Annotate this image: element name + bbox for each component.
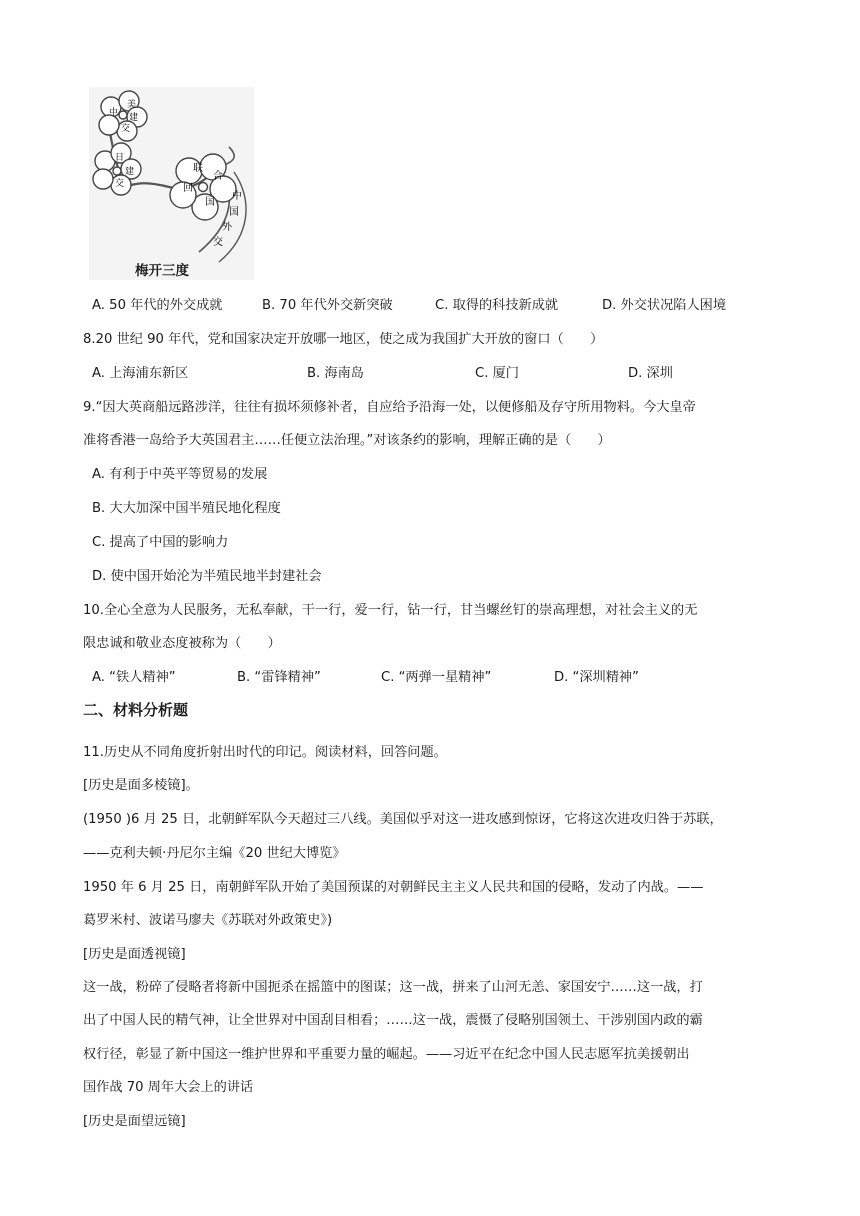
branch-char-3: 交: [213, 237, 223, 248]
q8-option-a[interactable]: A. 上海浦东新区: [92, 366, 189, 381]
q7-option-c[interactable]: C. 取得的科技新成就: [435, 298, 559, 313]
section-title: 二、材料分析题: [83, 701, 189, 719]
q7-option-a[interactable]: A. 50 年代的外交成就: [92, 298, 223, 313]
q9-option-a[interactable]: A. 有利于中英平等贸易的发展: [92, 467, 268, 482]
q9-option-d[interactable]: D. 使中国开始沦为半殖民地半封建社会: [92, 569, 322, 584]
q8-stem: 8.20 世纪 90 年代，党和国家决定开放哪一地区，使之成为我国扩大开放的窗口（ ）: [83, 332, 604, 347]
q8-option-b[interactable]: B. 海南岛: [307, 366, 364, 381]
q11-material3-line2: 出了中国人民的精气神，让全世界对中国刮目相看；……这一战，震慑了侵略别国领土、干涉别国内政的霸: [83, 1013, 703, 1028]
flower3-char-2: 国: [205, 197, 215, 208]
q10-option-d[interactable]: D. “深圳精神”: [554, 670, 639, 685]
flower2-char-1: 建: [125, 167, 135, 177]
flower3-char-0: 联: [193, 163, 203, 174]
figure-caption: 梅开三度: [135, 263, 189, 279]
q9-stem-line1: 9.“因大英商船远路涉洋，往往有损坏须修补者，自应给予沿海一处，以便修船及存守所用物料。今大皇帝: [83, 400, 696, 415]
q11-material1-line2: ——克利夫顿·丹尼尔主编《20 世纪大博览》: [83, 846, 346, 861]
q11-material2-line1: 1950 年 6 月 25 日，南朝鲜军队开始了美国预谋的对朝鲜民主主义人民共和国的侵略，发动了内战。——: [83, 880, 704, 895]
flower3-char-1: 合: [213, 171, 223, 182]
plum-blossom-illustration: [89, 87, 254, 280]
flower1-char-0: 中: [109, 108, 119, 118]
q10-option-c[interactable]: C. “两弹一星精神”: [381, 670, 492, 685]
flower1-char-2: 建: [129, 113, 139, 123]
q8-option-d[interactable]: D. 深圳: [628, 366, 673, 381]
q11-sub-heading-1: [历史是面多棱镜]。: [83, 778, 199, 793]
q11-material1-line1: (1950 )6 月 25 日，北朝鲜军队今天超过三八线。美国似乎对这一进攻感到惊讶，它将这次进攻归咎于苏联，: [83, 812, 723, 827]
branch-char-2: 外: [222, 222, 232, 233]
q11-material3-line3: 权行径，彰显了新中国这一维护世界和平重要力量的崛起。——习近平在纪念中国人民志愿军抗美援朝出: [83, 1047, 690, 1062]
q11-sub-heading-3: [历史是面望远镜]: [83, 1114, 186, 1129]
q9-option-b[interactable]: B. 大大加深中国半殖民地化程度: [92, 501, 281, 516]
q11-sub-heading-2: [历史是面透视镜]: [83, 947, 186, 962]
q11-material2-line2: 葛罗米村、波诺马廖夫《苏联对外政策史》): [83, 913, 333, 928]
flower3-char-3: 回: [183, 183, 193, 194]
q7-option-d[interactable]: D. 外交状况陷人困境: [602, 298, 727, 313]
q8-option-c[interactable]: C. 厦门: [475, 366, 519, 381]
q10-stem-line1: 10.全心全意为人民服务，无私奉献，干一行，爱一行，钻一行，甘当螺丝钉的崇高理想，对社会主义的无: [83, 603, 698, 618]
q11-material3-line1: 这一战，粉碎了侵略者将新中国扼杀在摇篮中的图谋；这一战，拼来了山河无恙、家国安宁……这一战，打: [83, 980, 703, 995]
q11-material3-line4: 国作战 70 周年大会上的讲话: [83, 1080, 254, 1095]
q10-option-b[interactable]: B. “雷锋精神”: [237, 670, 321, 685]
q9-option-c[interactable]: C. 提高了中国的影响力: [92, 535, 229, 550]
plum-blossom-figure: [89, 87, 254, 280]
flower2-char-0: 日: [115, 153, 125, 163]
q10-stem-line2: 限忠诚和敬业态度被称为（ ）: [83, 636, 281, 651]
q9-stem-line2: 准将香港一岛给予大英国君主……任便立法治理。”对该条约的影响，理解正确的是（ ）: [83, 433, 611, 448]
flower1-char-3: 交: [121, 124, 131, 134]
flower1-char-1: 美: [127, 100, 137, 110]
q10-option-a[interactable]: A. “铁人精神”: [92, 670, 176, 685]
branch-char-1: 国: [229, 207, 239, 218]
q11-stem: 11.历史从不同角度折射出时代的印记。阅读材料，回答问题。: [83, 745, 447, 760]
flower2-char-2: 交: [115, 179, 125, 189]
branch-char-0: 中: [232, 191, 242, 202]
q7-option-b[interactable]: B. 70 年代外交新突破: [262, 298, 393, 313]
